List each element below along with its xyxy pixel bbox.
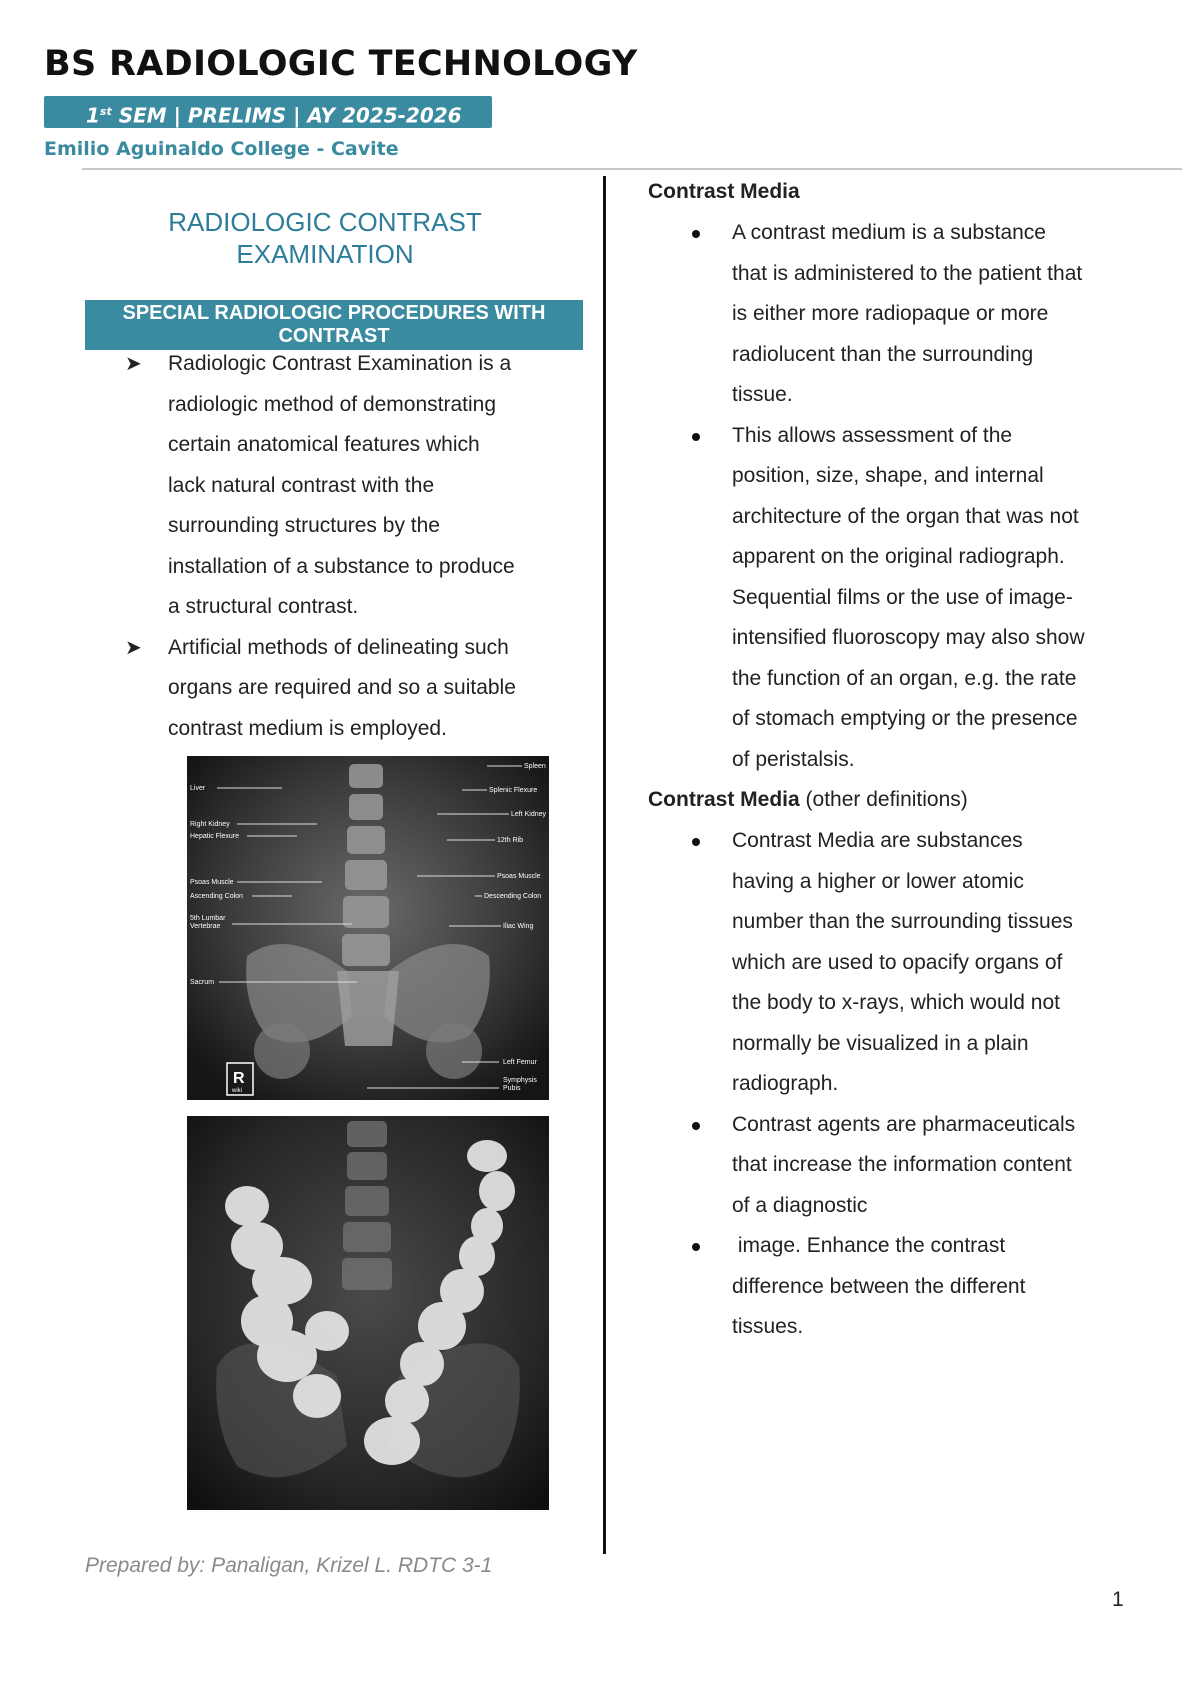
semester-suffix: st — [99, 105, 112, 118]
xray-label-vertebrae: Vertebrae — [190, 923, 221, 930]
list-item-line: of a diagnostic — [732, 1193, 868, 1217]
list-item-line: This allows assessment of the — [732, 423, 1013, 447]
barium-enema-xray-graphic — [187, 1116, 549, 1510]
bullet-dot-icon — [692, 230, 700, 238]
bullet-dot-icon — [692, 838, 700, 846]
list-item-line: organs are required and so a suitable — [168, 676, 516, 699]
list-item-line: tissues. — [732, 1315, 804, 1338]
list-item-line: that increase the information content — [732, 1153, 1072, 1176]
column-divider — [603, 176, 606, 1554]
xray-label-5th-lumbar: 5th Lumbar — [190, 915, 226, 922]
list-item — [125, 628, 575, 750]
section-banner-line2: CONTRAST — [278, 325, 390, 347]
list-item-line: number than the surrounding tissues — [732, 910, 1073, 933]
list-item-line: apparent on the original radiograph. — [732, 545, 1065, 568]
heading-bold: Contrast Media — [648, 788, 800, 811]
xray-label-iliac-wing: Iliac Wing — [503, 923, 534, 930]
list-item-line: the function of an organ, e.g. the rate — [732, 666, 1077, 690]
contrast-media-definitions-list — [648, 821, 1128, 1348]
list-item-line: of peristalsis. — [732, 747, 855, 771]
section-banner-line1: SPECIAL RADIOLOGIC PROCEDURES WITH — [122, 302, 546, 324]
logo-caption: wiki — [232, 1088, 242, 1094]
list-item-line: having a higher or lower atomic — [732, 869, 1024, 893]
document-title: BS RADIOLOGIC TECHNOLOGY — [44, 44, 638, 84]
list-item-line: radiologic method of demonstrating — [168, 392, 497, 416]
bullet-dot-icon — [692, 1243, 700, 1251]
section-title-line1: RADIOLOGIC CONTRAST — [168, 207, 482, 237]
list-item-line: Contrast Media are substances — [732, 829, 1023, 852]
bullet-dot-icon — [692, 1122, 700, 1130]
xray-label-psoas-muscle-right: Psoas Muscle — [190, 879, 234, 886]
list-item-line: Radiologic Contrast Examination is a — [168, 352, 512, 375]
bullet-dot-icon — [692, 433, 700, 441]
xray-label-psoas-muscle-left: Psoas Muscle — [497, 873, 541, 880]
list-item-line: surrounding structures by the — [168, 514, 440, 537]
list-item-line: which are used to opacify organs of — [732, 950, 1063, 974]
xray-label-descending-colon: Descending Colon — [484, 893, 542, 900]
list-item-line: tissue. — [732, 383, 793, 406]
section-title — [85, 206, 565, 270]
xray-label-right-kidney: Right Kidney — [190, 821, 230, 828]
xray-label-hepatic-flexure: Hepatic Flexure — [190, 833, 240, 840]
heading-normal: (other definitions) — [799, 788, 968, 811]
list-item-line: of stomach emptying or the presence — [732, 707, 1078, 730]
list-item-line: installation of a substance to produce — [168, 554, 515, 578]
list-item-line: normally be visualized in a plain — [732, 1031, 1029, 1055]
semester-number: 1 — [86, 103, 100, 128]
list-item-line: the body to x-rays, which would not — [732, 991, 1061, 1014]
abdominal-xray-image — [187, 756, 549, 1100]
xray-label-spleen: Spleen — [524, 763, 546, 770]
xray-label-pubis: Pubis — [503, 1085, 521, 1092]
xray-label-liver: Liver — [190, 785, 206, 792]
header-divider — [82, 168, 1182, 170]
list-item-line: difference between the different — [732, 1274, 1026, 1298]
xray-label-12th-rib: 12th Rib — [497, 837, 524, 844]
list-item-line: radiolucent than the surrounding — [732, 342, 1034, 366]
prepared-by-footer: Prepared by: Panaligan, Krizel L. RDTC 3-1 — [85, 1554, 493, 1577]
list-item-line: architecture of the organ that was not — [732, 504, 1079, 528]
xray-label-sacrum: Sacrum — [190, 979, 215, 986]
contrast-media-list — [648, 213, 1128, 780]
semester-banner — [44, 96, 492, 128]
list-item-line: lack natural contrast with the — [168, 473, 435, 497]
xray-label-ascending-colon: Ascending Colon — [190, 893, 243, 900]
list-item-line: that is administered to the patient that — [732, 261, 1083, 285]
contrast-media-heading: Contrast Media — [648, 180, 800, 203]
page-number: 1 — [1112, 1588, 1124, 1611]
xray-label-left-kidney: Left Kidney — [511, 811, 547, 818]
arrow-bullet-icon: ➤ — [125, 636, 142, 659]
list-item-line: A contrast medium is a substance — [732, 221, 1046, 244]
section-title-line2: EXAMINATION — [236, 239, 414, 269]
list-item-line: image. Enhance the contrast — [732, 1234, 1006, 1257]
list-item-line: a structural contrast. — [168, 595, 359, 618]
list-item-line: certain anatomical features which — [168, 433, 480, 456]
list-item — [125, 344, 575, 628]
barium-enema-xray-image — [187, 1116, 549, 1510]
xray-label-symphysis: Symphysis — [503, 1077, 537, 1084]
list-item-line: intensified fluoroscopy may also show — [732, 626, 1085, 649]
section-banner — [85, 300, 583, 350]
contrast-media-definitions-heading — [648, 786, 1128, 814]
list-item — [648, 1105, 1128, 1227]
list-item — [648, 1226, 1128, 1348]
list-item-line: Contrast agents are pharmaceuticals — [732, 1112, 1076, 1136]
list-item — [648, 416, 1128, 781]
contrast-media-definitions-section — [648, 786, 1128, 1348]
list-item-line: Sequential films or the use of image- — [732, 585, 1073, 609]
semester-text: SEM | PRELIMS | AY 2025-2026 — [111, 103, 462, 128]
list-item-line: is either more radiopaque or more — [732, 302, 1049, 325]
xray-label-left-femur: Left Femur — [503, 1059, 537, 1066]
list-item-line: position, size, shape, and internal — [732, 464, 1044, 487]
list-item-line: radiograph. — [732, 1072, 839, 1095]
xray-label-splenic-flexure: Splenic Flexure — [489, 787, 538, 794]
list-item — [648, 213, 1128, 416]
school-name: Emilio Aguinaldo College - Cavite — [44, 138, 399, 160]
arrow-bullet-icon: ➤ — [125, 353, 142, 375]
list-item-line: Artificial methods of delineating such — [168, 635, 509, 659]
left-bullet-list — [125, 344, 575, 749]
list-item-line: contrast medium is employed. — [168, 716, 447, 740]
abdominal-xray-graphic — [187, 756, 549, 1100]
list-item — [648, 821, 1128, 1105]
contrast-media-section — [648, 178, 1128, 780]
logo-letter: R — [233, 1070, 245, 1087]
